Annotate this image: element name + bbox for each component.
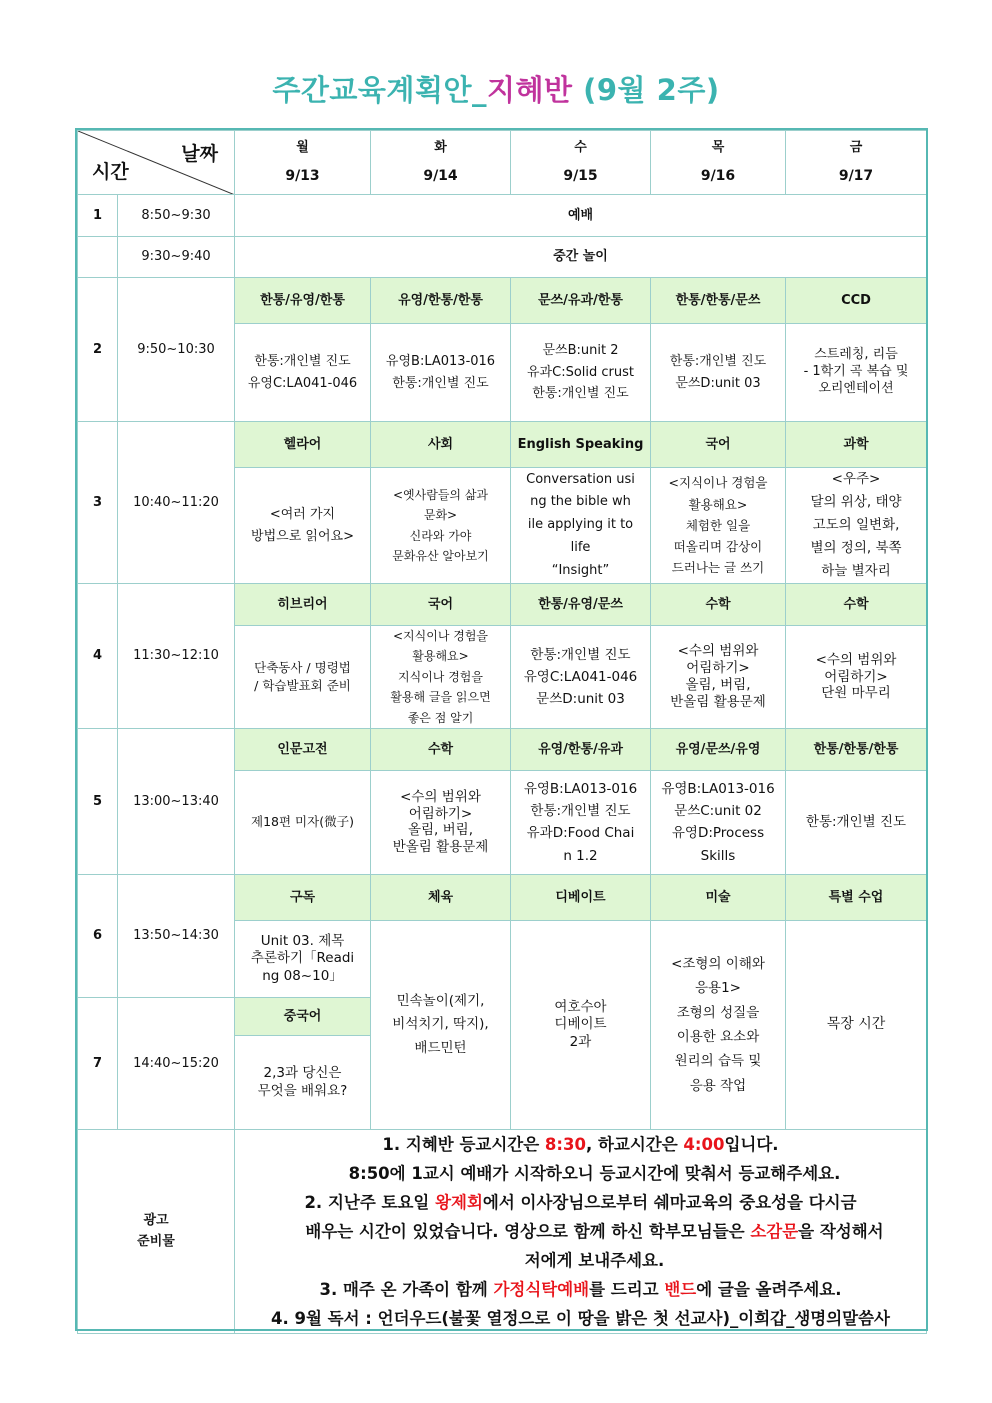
subject-cell: CCD (786, 278, 927, 324)
detail-cell (651, 324, 786, 422)
detail-cell (235, 324, 371, 422)
detail-cell (651, 468, 786, 584)
subject-cell: 한통/한통/한통 (786, 728, 927, 770)
subject-cell: 유영/문쓰/유영 (651, 728, 786, 770)
detail-cell-span (651, 920, 786, 1129)
period-number (78, 237, 118, 278)
notice-item-2: 2. 지난주 토요일 왕제회에서 이사장님으로부터 쉐마교육의 중요성을 다시금 (304, 1192, 857, 1212)
period-time: 9:30~9:40 (118, 237, 235, 278)
weekly-schedule-table (77, 130, 927, 1334)
detail-line: <수의 범위와 (677, 643, 759, 660)
detail-line: 유과C:Solid crust (527, 364, 634, 380)
header-row (78, 131, 927, 195)
detail-line: 유영B:LA013-016 (385, 354, 496, 370)
detail-cell (511, 324, 651, 422)
detail-cell (371, 770, 511, 874)
detail-line: 단원 마무리 (821, 685, 891, 702)
detail-line: 한통:개인별 진도 (532, 386, 629, 402)
detail-line: 좋은 점 알기 (407, 710, 474, 725)
detail-line: 스트레칭, 리듬 (814, 347, 898, 363)
notice-item-4: 4. 9월 독서 : 언더우드(불꽃 열정으로 이 땅을 밝은 첫 선교사)_이희갑_생명의말씀사 (271, 1308, 890, 1328)
period-number: 6 (78, 874, 118, 997)
detail-line: 유영C:LA041-046 (523, 668, 638, 685)
detail-line: 유영C:LA041-046 (247, 375, 358, 391)
detail-line: 문화> (423, 508, 458, 523)
detail-line: 문쓰D:unit 03 (675, 375, 761, 391)
detail-line: 한통:개인별 진도 (805, 814, 907, 831)
detail-line: 단축동사 / 명령법 (254, 660, 351, 676)
detail-line: 문쓰B:unit 2 (542, 343, 619, 359)
subject-cell: 인문고전 (235, 728, 371, 770)
date-label: 날짜 (181, 143, 218, 165)
row-period-6-subjects (78, 874, 927, 920)
detail-line: 반올림 활용문제 (392, 839, 489, 856)
subject-cell: 특별 수업 (786, 874, 927, 920)
detail-line: life (570, 539, 591, 555)
detail-line: / 학습발표회 준비 (254, 677, 351, 693)
detail-line: 별의 정의, 북쪽 (810, 539, 902, 556)
subject-cell: 수학 (786, 584, 927, 626)
detail-line: ng 08~10」 (262, 967, 343, 984)
subject-cell: 한통/유영/문쓰 (511, 584, 651, 626)
detail-line: 어림하기> (686, 660, 750, 677)
detail-line: 올림, 버림, (407, 822, 474, 839)
detail-line: 떠올리며 감상이 (673, 539, 763, 555)
detail-cell (235, 920, 371, 997)
detail-cell (651, 626, 786, 729)
subject-cell: 헬라어 (235, 422, 371, 468)
detail-line: 응용 작업 (689, 1077, 747, 1094)
detail-cell (235, 770, 371, 874)
detail-line: <옛사람들의 삶과 (392, 487, 488, 502)
subject-cell: 국어 (371, 584, 511, 626)
detail-line: 고도의 일변화, (812, 517, 900, 534)
detail-line: 활용해 글을 읽으면 (390, 690, 491, 705)
subject-cell: 히브리어 (235, 584, 371, 626)
detail-cell (511, 468, 651, 584)
detail-line: n 1.2 (563, 847, 598, 864)
subject-cell: 문쓰/유과/한통 (511, 278, 651, 324)
detail-cell (786, 324, 927, 422)
detail-line: 배드민턴 (414, 1039, 467, 1056)
detail-line: <조형의 이해와 (671, 956, 765, 973)
detail-cell (786, 626, 927, 729)
period-time: 8:50~9:30 (118, 195, 235, 237)
detail-line: 어림하기> (824, 668, 888, 685)
detail-line: 비석치기, 딱지), (392, 1016, 489, 1033)
detail-line: 한통:개인별 진도 (530, 803, 631, 820)
detail-line: 목장 시간 (826, 1016, 886, 1033)
detail-line: ile applying it to (527, 517, 634, 533)
subject-cell: 과학 (786, 422, 927, 468)
detail-line: 방법으로 읽어요> (251, 528, 354, 544)
detail-line: Skills (700, 847, 736, 864)
subject-cell: 디베이트 (511, 874, 651, 920)
detail-line: <수의 범위와 (400, 788, 481, 805)
period-time: 14:40~15:20 (118, 997, 235, 1129)
detail-line: <여러 가지 (269, 507, 336, 523)
row-period-5-subjects (78, 728, 927, 770)
detail-line: 민속놀이(제기, (396, 992, 485, 1009)
detail-line: 활용해요> (412, 649, 469, 664)
period-time: 13:00~13:40 (118, 728, 235, 874)
row-period-4-subjects (78, 584, 927, 626)
detail-line: 한통:개인별 진도 (392, 375, 489, 391)
detail-cell (235, 468, 371, 584)
subject-cell: 한통/유영/한통 (235, 278, 371, 324)
detail-line: <지식이나 경험을 (668, 475, 768, 491)
subject-cell: 유영/한통/유과 (511, 728, 651, 770)
detail-line: 한통:개인별 진도 (669, 354, 767, 370)
detail-line: - 1학기 곡 복습 및 (803, 364, 909, 380)
detail-line: 2,3과 당신은 (263, 1064, 342, 1081)
detail-line: <수의 범위와 (815, 651, 897, 668)
notice-item-1-line2: 8:50에 1교시 예배가 시작하오니 등교시간에 맞춰서 등교해주세요. (348, 1163, 841, 1183)
detail-line: Conversation usi (526, 471, 635, 487)
detail-cell (786, 770, 927, 874)
detail-cell (371, 324, 511, 422)
detail-cell (511, 626, 651, 729)
detail-line: <우주> (831, 471, 881, 488)
notice-row (78, 1129, 927, 1333)
row-period-2-subjects (78, 278, 927, 324)
detail-cell (511, 770, 651, 874)
period-number: 7 (78, 997, 118, 1129)
period-number: 1 (78, 195, 118, 237)
detail-line: 문쓰C:unit 02 (674, 803, 762, 820)
detail-line: 유과D:Food Chai (526, 825, 635, 842)
subject-cell: 유영/한통/한통 (371, 278, 511, 324)
detail-line: 유영B:LA013-016 (523, 780, 638, 797)
notice-label-supplies: 준비물 (137, 1234, 175, 1250)
detail-line: 오리엔테이션 (818, 380, 894, 396)
page-title (0, 68, 992, 109)
subject-cell: 한통/한통/문쓰 (651, 278, 786, 324)
detail-line: 2과 (569, 1033, 592, 1050)
subject-cell: 구독 (235, 874, 371, 920)
detail-line: 한통:개인별 진도 (254, 354, 351, 370)
worship-cell: 예배 (235, 195, 927, 237)
detail-line: 유영D:Process (671, 825, 765, 842)
subject-cell: English Speaking (511, 422, 651, 468)
subject-cell: 사회 (371, 422, 511, 468)
title-class-name: 지혜반 (486, 73, 573, 107)
period-time: 9:50~10:30 (118, 278, 235, 422)
detail-cell-span (511, 920, 651, 1129)
detail-line: 문화유산 알아보기 (392, 548, 489, 563)
detail-line: 조형의 성질을 (676, 1004, 760, 1021)
detail-line: 이용한 요소와 (676, 1028, 760, 1045)
detail-line: 올림, 버림, (685, 676, 751, 693)
break-cell: 중간 놀이 (235, 237, 927, 278)
detail-cell (235, 1035, 371, 1129)
detail-cell (786, 468, 927, 584)
period-time: 11:30~12:10 (118, 584, 235, 729)
corner-header (78, 131, 235, 195)
day-wed: 수 9/15 (511, 131, 651, 195)
detail-line: ng the bible wh (530, 494, 631, 510)
subject-cell: 체육 (371, 874, 511, 920)
subject-cell: 국어 (651, 422, 786, 468)
detail-cell (371, 626, 511, 729)
detail-line: 제18편 미자(微子) (251, 814, 354, 830)
notice-item-3: 3. 매주 온 가족이 함께 가정식탁예배를 드리고 밴드에 글을 올려주세요. (319, 1279, 842, 1299)
detail-line: 활용해요> (688, 496, 748, 512)
row-period-1 (78, 195, 927, 237)
detail-line: 문쓰D:unit 03 (536, 691, 625, 708)
detail-cell (651, 770, 786, 874)
detail-line: 추론하기「Readi (250, 950, 355, 967)
period-time: 10:40~11:20 (118, 422, 235, 584)
notice-item-1: 1. 지혜반 등교시간은 8:30, 하교시간은 4:00입니다. (382, 1134, 779, 1154)
detail-cell-span (371, 920, 511, 1129)
detail-line: “Insight” (551, 562, 610, 578)
detail-line: <지식이나 경험을 (392, 629, 488, 643)
row-period-3-subjects (78, 422, 927, 468)
subject-cell: 중국어 (235, 997, 371, 1035)
title-week: (9월 2주) (572, 73, 720, 107)
day-mon: 월 9/13 (235, 131, 371, 195)
notice-item-2-line3: 저에게 보내주세요. (524, 1250, 665, 1270)
subject-cell: 수학 (371, 728, 511, 770)
day-fri: 금 9/17 (786, 131, 927, 195)
detail-line: 유영B:LA013-016 (661, 780, 775, 797)
day-tue: 화 9/14 (371, 131, 511, 195)
detail-line: 한통:개인별 진도 (530, 646, 631, 663)
detail-line: 원리의 습득 및 (674, 1053, 762, 1070)
detail-line: 체험한 일을 (685, 517, 751, 533)
detail-line: 무엇을 배워요? (257, 1083, 348, 1100)
detail-line: 신라와 가야 (409, 528, 472, 543)
detail-line: Unit 03. 제목 (260, 932, 345, 949)
title-main: 주간교육계획안_ (272, 73, 487, 107)
period-time: 13:50~14:30 (118, 874, 235, 997)
detail-line: 어림하기> (408, 805, 473, 822)
period-number: 2 (78, 278, 118, 422)
row-break (78, 237, 927, 278)
detail-line: 응용1> (695, 980, 741, 997)
detail-line: 하늘 별자리 (821, 562, 891, 579)
detail-line: 드러나는 글 쓰기 (671, 560, 765, 576)
detail-line: 지식이나 경험을 (398, 669, 483, 684)
period-number: 5 (78, 728, 118, 874)
period-number: 4 (78, 584, 118, 729)
detail-line: 디베이트 (554, 1016, 607, 1033)
subject-cell: 수학 (651, 584, 786, 626)
notice-item-2-line2: 배우는 시간이 있었습니다. 영상으로 함께 하신 학부모님들은 소감문을 작성해서 (305, 1221, 884, 1241)
detail-line: 반올림 활용문제 (670, 693, 766, 710)
day-thu: 목 9/16 (651, 131, 786, 195)
detail-line: 여호수아 (554, 998, 607, 1015)
notice-label-ad: 광고 (143, 1213, 169, 1229)
subject-cell: 미술 (651, 874, 786, 920)
detail-cell-span (786, 920, 927, 1129)
detail-line: 달의 위상, 태양 (810, 494, 902, 511)
time-label: 시간 (92, 160, 129, 183)
period-number: 3 (78, 422, 118, 584)
notice-content (235, 1129, 927, 1333)
detail-cell (371, 468, 511, 584)
detail-cell (235, 626, 371, 729)
notice-label (78, 1129, 235, 1333)
